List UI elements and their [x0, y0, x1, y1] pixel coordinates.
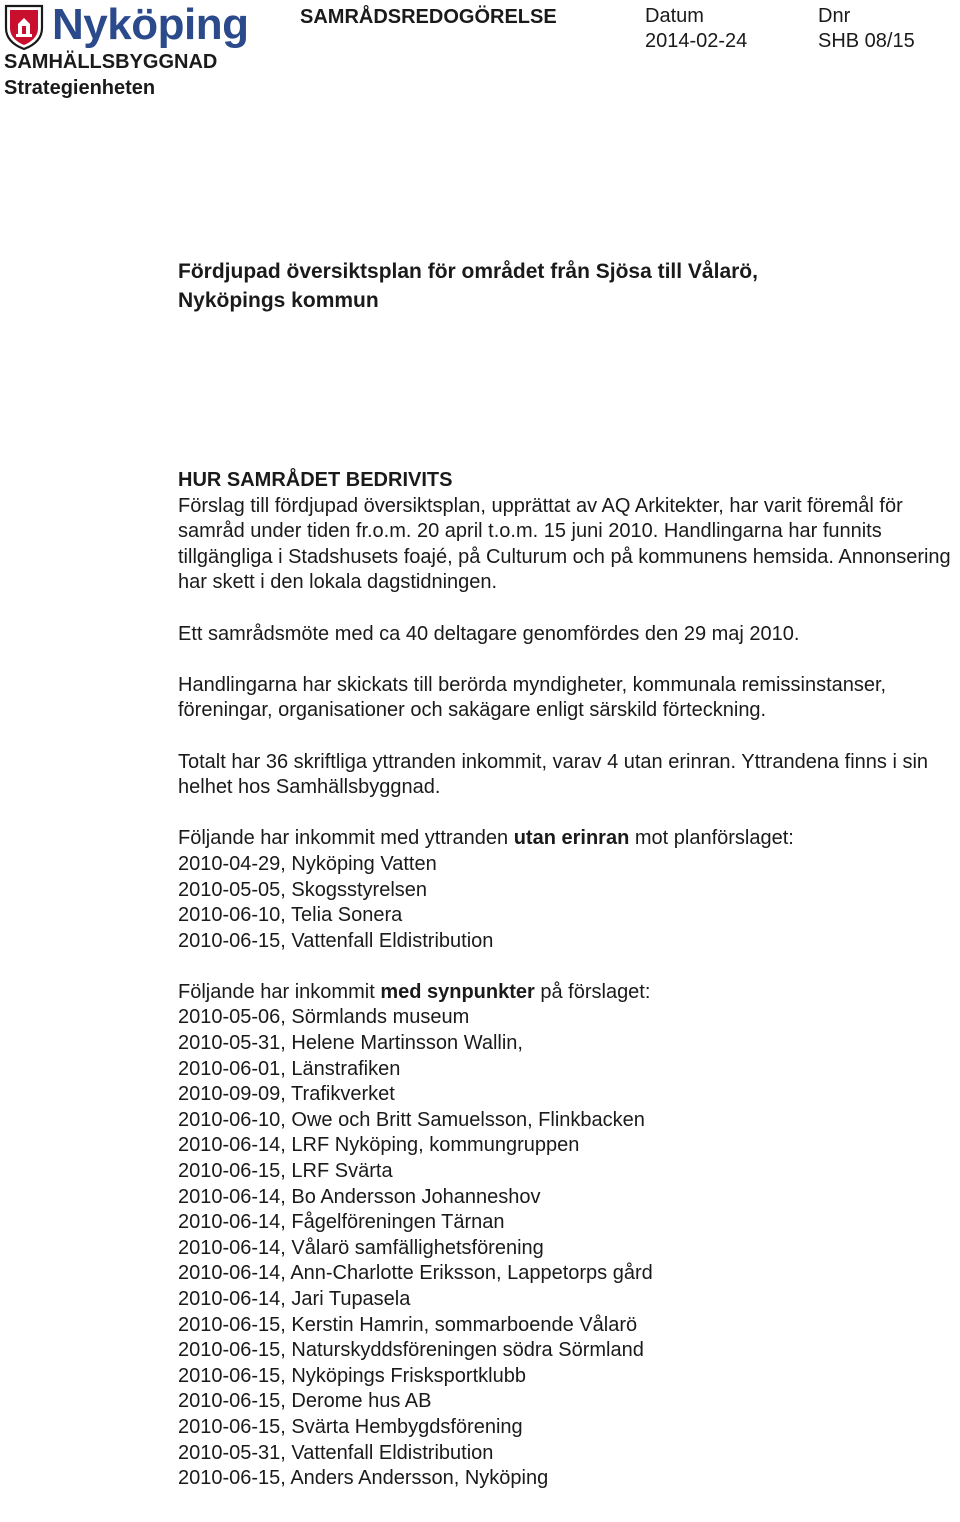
- list-item: 2010-06-14, Ann-Charlotte Eriksson, Lappetorps gård: [178, 1262, 653, 1285]
- list-item: 2010-06-15, LRF Svärta: [178, 1160, 393, 1183]
- list-item: 2010-06-15, Derome hus AB: [178, 1390, 432, 1413]
- list-item: 2010-05-31, Helene Martinsson Wallin,: [178, 1032, 523, 1055]
- dnr-label: Dnr: [818, 5, 851, 27]
- date-block: [645, 4, 747, 54]
- list-item: 2010-06-14, Fågelföreningen Tärnan: [178, 1211, 505, 1234]
- dnr-value: SHB 08/15: [818, 30, 915, 52]
- list-item: 2010-05-05, Skogsstyrelsen: [178, 878, 428, 901]
- list-item: 2010-06-10, Telia Sonera: [178, 904, 403, 927]
- with-comments-intro-after: på förslaget:: [534, 980, 651, 1003]
- paragraph-consultation: Förslag till fördjupad översiktsplan, upprättat av AQ Arkitekter, har varit föremål för samråd under tiden fr.o.m. 20 april t.o.m. 15 juni 2010. Handlingarna har funnits tillgängliga i Stadshusets foajé, på Culturum och på kommunens hemsida. Annonsering har skett i den lokala dagstidningen.: [178, 494, 951, 594]
- section-heading: HUR SAMRÅDET BEDRIVITS: [178, 469, 453, 491]
- document-body: [178, 468, 960, 1492]
- list-item: 2010-06-15, Vattenfall Eldistribution: [178, 929, 494, 952]
- nykoping-logo: [4, 0, 258, 50]
- with-comments-intro-before: Följande har inkommit: [178, 980, 381, 1003]
- with-comments-intro-bold: med synpunkter: [380, 980, 535, 1003]
- list-item: 2010-06-14, Bo Andersson Johanneshov: [178, 1185, 541, 1208]
- list-item: 2010-06-14, Vålarö samfällighetsförening: [178, 1236, 544, 1259]
- paragraph-meeting: Ett samrådsmöte med ca 40 deltagare genomfördes den 29 maj 2010.: [178, 622, 800, 645]
- coat-of-arms-icon: [4, 4, 44, 50]
- document-type: SAMRÅDSREDOGÖRELSE: [300, 6, 557, 28]
- list-item: 2010-06-15, Anders Andersson, Nyköping: [178, 1467, 549, 1490]
- list-item: 2010-04-29, Nyköping Vatten: [178, 852, 437, 875]
- paragraph-statements-total: Totalt har 36 skriftliga yttranden inkommit, varav 4 utan erinran. Yttrandena finns i sin helhet hos Samhällsbyggnad.: [178, 750, 929, 799]
- list-item: 2010-06-15, Kerstin Hamrin, sommarboende Vålarö: [178, 1313, 638, 1336]
- logo-wordmark: Nyköping: [52, 0, 249, 49]
- list-item: 2010-06-15, Svärta Hembygdsförening: [178, 1415, 523, 1438]
- list-item: 2010-05-31, Vattenfall Eldistribution: [178, 1441, 494, 1464]
- no-objection-intro-before: Följande har inkommit med yttranden: [178, 827, 514, 850]
- list-item: 2010-06-15, Naturskyddsföreningen södra Sörmland: [178, 1339, 644, 1362]
- paragraph-distribution: Handlingarna har skickats till berörda myndigheter, kommunala remissinstanser, föreningar, organisationer och sakägare enligt särskild förteckning.: [178, 673, 887, 722]
- list-item: 2010-06-01, Länstrafiken: [178, 1057, 401, 1080]
- no-objection-intro-bold: utan erinran: [513, 827, 630, 850]
- unit-name: Strategienheten: [4, 77, 156, 99]
- title-line-1: Fördjupad översiktsplan för området från Sjösa till Vålarö,: [178, 260, 758, 283]
- list-item: 2010-09-09, Trafikverket: [178, 1083, 395, 1106]
- list-item: 2010-06-14, LRF Nyköping, kommungruppen: [178, 1134, 580, 1157]
- date-label: Datum: [645, 5, 704, 27]
- dnr-block: [818, 4, 915, 54]
- with-comments-intro: [178, 980, 960, 1006]
- title-line-2: Nyköpings kommun: [178, 289, 379, 312]
- no-objection-list: [178, 852, 960, 954]
- list-item: 2010-06-15, Nyköpings Frisksportklubb: [178, 1364, 526, 1387]
- document-title: [178, 257, 918, 315]
- no-objection-intro: [178, 826, 960, 852]
- no-objection-intro-after: mot planförslaget:: [629, 827, 794, 850]
- organization-name: SAMHÄLLSBYGGNAD: [4, 51, 218, 73]
- list-item: 2010-06-14, Jari Tupasela: [178, 1288, 411, 1310]
- list-item: 2010-05-06, Sörmlands museum: [178, 1006, 470, 1029]
- with-comments-list: [178, 1005, 960, 1491]
- date-value: 2014-02-24: [645, 30, 748, 52]
- list-item: 2010-06-10, Owe och Britt Samuelsson, Flinkbacken: [178, 1108, 645, 1131]
